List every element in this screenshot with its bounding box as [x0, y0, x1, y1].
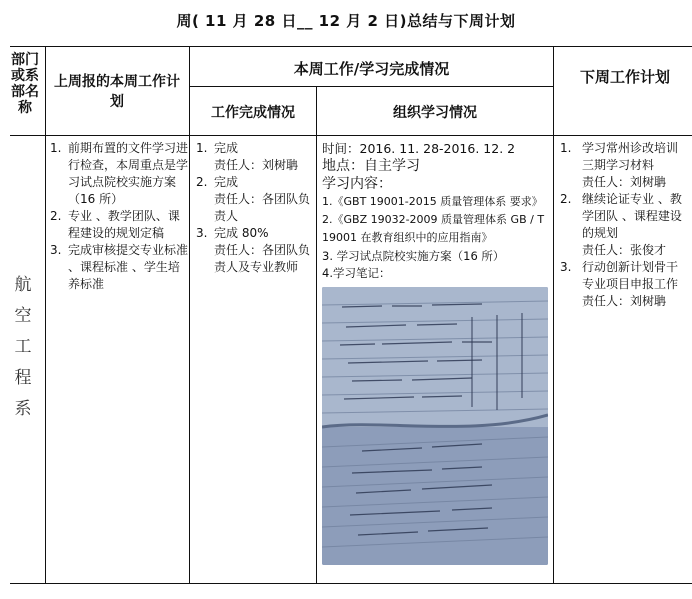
item-line: 责任人：张俊才 [582, 243, 667, 257]
col-divider-3 [316, 86, 317, 584]
item-number: 1. [196, 141, 208, 155]
item-status: 完成 [214, 141, 239, 155]
item-line: 的规划 [582, 226, 619, 240]
item-text: 专业 、教学团队、课程建设的规划定稿 [68, 209, 180, 240]
item-status: 完成 [214, 175, 239, 189]
header-divider-mid [189, 86, 553, 87]
header-this-week: 本周工作/学习完成情况 [293, 60, 450, 78]
list-item [50, 242, 188, 293]
header-next-week: 下周工作计划 [579, 68, 670, 86]
item-line: 责任人：刘树聃 [582, 294, 667, 308]
header-work-done: 工作完成情况 [211, 105, 295, 121]
dept-char: 工 [14, 337, 32, 357]
col-divider-2 [189, 46, 190, 584]
item-line: 学习常州诊改培训 [582, 141, 679, 155]
header-org-study: 组织学习情况 [393, 105, 477, 121]
list-item [196, 225, 314, 276]
item-line: 专业项目申报工作 [582, 277, 679, 291]
item-line: 行动创新计划骨干 [582, 260, 679, 274]
study-place: 地点：自主学习 [322, 158, 420, 174]
dept-char: 空 [14, 306, 32, 326]
item-status: 完成 80% [214, 226, 269, 240]
table-bottom-border [10, 583, 692, 584]
study-item: 2.《GBZ 19032-2009 质量管理体系 GB / T 19001 在教育组织中的应用指南》 [322, 213, 545, 244]
study-notes-photo [322, 287, 548, 565]
dept-char: 航 [14, 275, 32, 295]
item-person: 责任人：各团队负责人 [214, 192, 311, 223]
item-number: 1. [50, 141, 62, 155]
list-item [560, 191, 692, 259]
item-number: 2. [196, 175, 208, 189]
dept-char: 系 [14, 399, 32, 419]
item-line: 责任人：刘树聃 [582, 175, 667, 189]
item-number: 2. [50, 209, 62, 223]
item-person: 责任人：刘树聃 [214, 158, 299, 172]
item-person: 责任人：各团队负责人及专业教师 [214, 243, 311, 274]
item-line: 继续论证专业 、教 [582, 192, 682, 206]
item-text: 前期布置的文件学习进行检查，本周重点是学习试点院校实施方案（16 所） [68, 141, 189, 206]
list-item [50, 208, 188, 242]
work-done-list [196, 140, 314, 276]
item-line: 学团队 、课程建设 [582, 209, 682, 223]
study-item: 3. 学习试点院校实施方案（16 所） [322, 249, 505, 263]
study-time: 时间：2016. 11. 28-2016. 12. 2 [322, 141, 516, 156]
col-divider-4 [553, 46, 554, 584]
header-bottom-border [10, 135, 692, 136]
list-item [196, 140, 314, 174]
item-number: 2. [560, 192, 572, 206]
header-dept-label: 部门或系部名称 [11, 52, 39, 116]
header-dept [8, 52, 42, 116]
table-top-border [10, 46, 692, 47]
item-number: 3. [50, 243, 62, 257]
list-item [50, 140, 188, 208]
dept-char: 程 [14, 368, 32, 388]
study-item: 1.《GBT 19001-2015 质量管理体系 要求》 [322, 195, 543, 208]
list-item [196, 174, 314, 225]
study-notes-label: 4.学习笔记： [322, 266, 391, 280]
item-number: 1. [560, 141, 572, 155]
item-number: 3. [560, 260, 572, 274]
notebook-image [322, 287, 548, 565]
page-title: 周( 11 月 28 日__ 12 月 2 日)总结与下周计划 [176, 12, 516, 30]
header-last-week-plan: 上周报的本周工作计划 [54, 74, 180, 110]
next-week-list [560, 140, 692, 310]
item-text: 完成审核提交专业标准 、课程标准 、学生培养标准 [68, 243, 189, 291]
study-section [322, 140, 550, 282]
plan-list [50, 140, 188, 293]
dept-name [0, 270, 46, 425]
item-line: 三期学习材料 [582, 158, 655, 172]
study-content-label: 学习内容： [322, 176, 392, 192]
list-item [560, 140, 692, 191]
list-item [560, 259, 692, 310]
item-number: 3. [196, 226, 208, 240]
